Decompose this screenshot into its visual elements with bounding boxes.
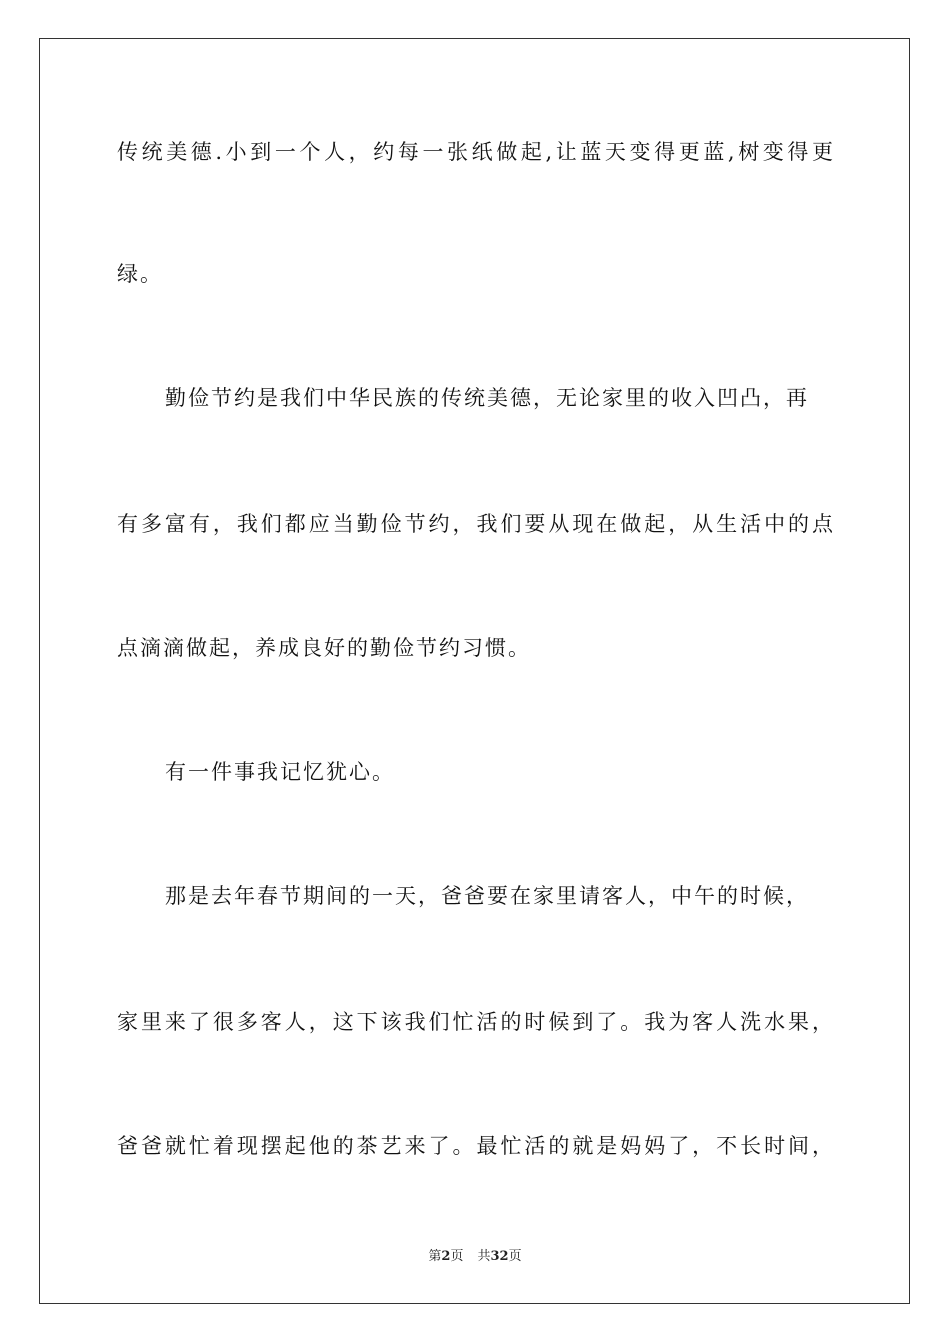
paragraph-line: 点滴滴做起，养成良好的勤俭节约习惯。 <box>117 636 531 660</box>
total-suffix: 页 <box>508 1249 522 1264</box>
total-pages: 32 <box>490 1249 509 1264</box>
paragraph-line: 绿。 <box>117 262 163 286</box>
page-suffix: 页 <box>450 1249 464 1264</box>
total-prefix: 共 <box>477 1249 491 1264</box>
paragraph-line: 那是去年春节期间的一天，爸爸要在家里请客人，中午的时候， <box>165 884 809 908</box>
paragraph-line: 有一件事我记忆犹心。 <box>165 760 395 784</box>
paragraph-line: 传统美德.小到一个人，约每一张纸做起,让蓝天变得更蓝,树变得更 <box>117 140 833 164</box>
page-number: 2 <box>441 1249 451 1264</box>
paragraph-line: 勤俭节约是我们中华民族的传统美德，无论家里的收入凹凸，再 <box>165 386 809 410</box>
paragraph-line: 家里来了很多客人，这下该我们忙活的时候到了。我为客人洗水果， <box>117 1010 833 1034</box>
page-prefix: 第 <box>428 1249 442 1264</box>
paragraph-line: 有多富有，我们都应当勤俭节约，我们要从现在做起，从生活中的点 <box>117 512 833 536</box>
paragraph-line: 爸爸就忙着现摆起他的茶艺来了。最忙活的就是妈妈了，不长时间， <box>117 1134 833 1158</box>
page-footer <box>0 1248 950 1266</box>
page-border <box>39 38 910 1304</box>
